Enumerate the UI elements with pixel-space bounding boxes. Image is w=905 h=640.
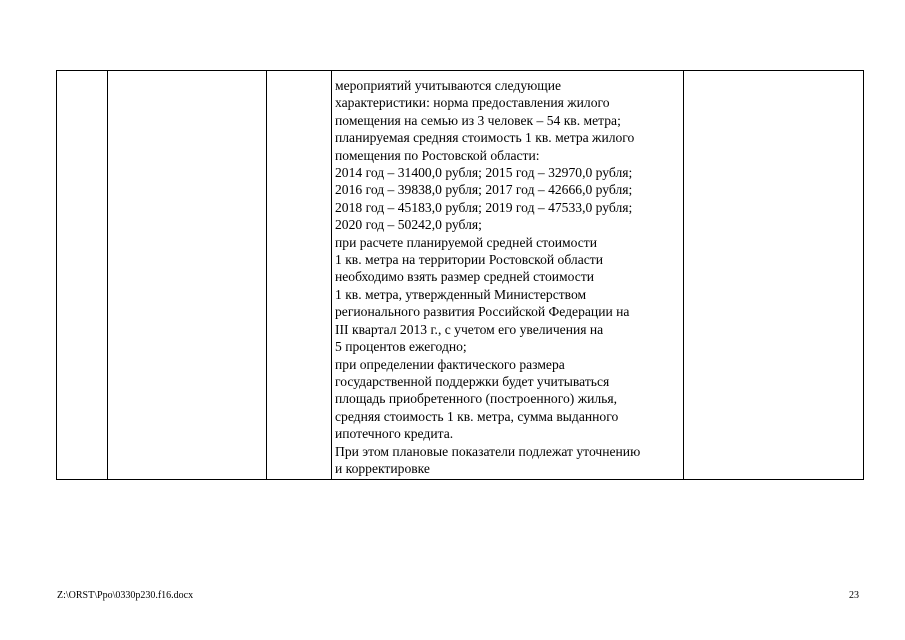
- text-line: характеристики: норма предоставления жилого: [335, 95, 610, 111]
- table-cell-5: [684, 71, 864, 480]
- text-line: 2016 год – 39838,0 рубля; 2017 год – 42666,0 рубля;: [335, 182, 633, 198]
- text-line: помещения на семью из 3 человек – 54 кв. метра;: [335, 112, 621, 128]
- text-line: 1 кв. метра, утвержденный Министерством: [335, 286, 587, 302]
- text-line: При этом плановые показатели подлежат уточнению: [335, 443, 641, 459]
- text-line: 2014 год – 31400,0 рубля; 2015 год – 32970,0 рубля;: [335, 165, 633, 181]
- table-cell-description: [332, 71, 684, 480]
- text-line: ипотечного кредита.: [335, 426, 454, 442]
- text-line: государственной поддержки будет учитываться: [335, 373, 610, 389]
- footer-page-number: 23: [849, 590, 859, 601]
- table-cell-1: [57, 71, 108, 480]
- text-line: регионального развития Российской Федерации на: [335, 304, 630, 320]
- text-line: необходимо взять размер средней стоимости: [335, 269, 595, 285]
- text-line: планируемая средняя стоимость 1 кв. метра жилого: [335, 130, 635, 146]
- text-line: при определении фактического размера: [335, 356, 565, 372]
- text-line: площадь приобретенного (построенного) жилья,: [335, 391, 617, 407]
- text-line: 2018 год – 45183,0 рубля; 2019 год – 47533,0 рубля;: [335, 199, 633, 215]
- description-text: [335, 77, 680, 477]
- footer-file-path: Z:\ORST\Ppo\0330p230.f16.docx: [57, 590, 194, 601]
- table-cell-3: [267, 71, 332, 480]
- text-line: 2020 год – 50242,0 рубля;: [335, 217, 482, 233]
- table-cell-2: [108, 71, 267, 480]
- text-line: 1 кв. метра на территории Ростовской области: [335, 252, 603, 268]
- text-line: и корректировке: [335, 460, 430, 476]
- text-line: III квартал 2013 г., с учетом его увеличения на: [335, 321, 604, 337]
- table-row: [57, 71, 864, 480]
- text-line: при расчете планируемой средней стоимости: [335, 234, 597, 250]
- text-line: мероприятий учитываются следующие: [335, 78, 562, 93]
- text-line: помещения по Ростовской области:: [335, 147, 540, 163]
- text-line: 5 процентов ежегодно;: [335, 339, 467, 355]
- content-table: [56, 70, 864, 480]
- text-line: средняя стоимость 1 кв. метра, сумма выданного: [335, 408, 619, 424]
